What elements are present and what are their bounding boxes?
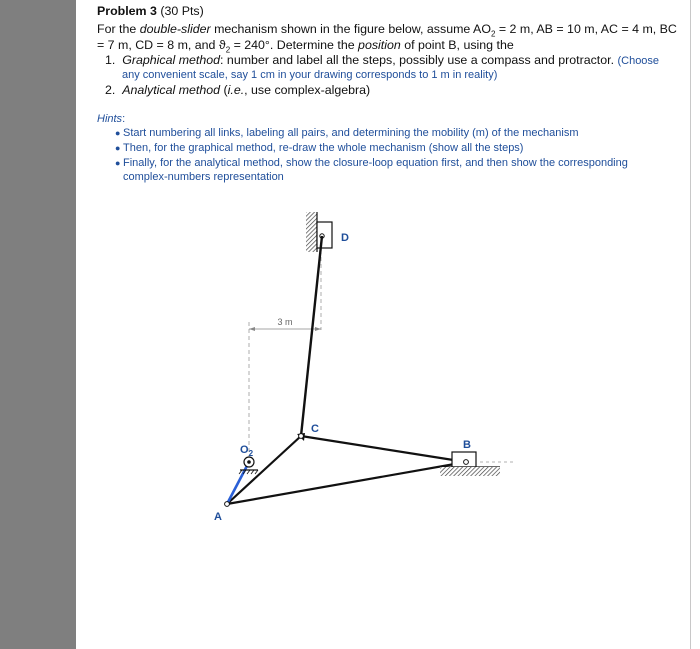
item-number: 1. — [105, 53, 116, 67]
pin-a — [225, 502, 230, 507]
horizontal-guide-ground — [440, 467, 500, 476]
label-o-subscript: 2 — [248, 449, 254, 458]
hint-bullet-3-line-1: Finally, for the analytical method, show the closure-loop equation first, and then show the corresponding — [123, 157, 628, 169]
label-a: A — [214, 511, 222, 523]
label-o-main: O — [240, 444, 249, 456]
label-o — [240, 444, 254, 458]
item-note: (Choose — [617, 55, 660, 67]
link-cb — [301, 436, 466, 462]
statement-italic: position — [358, 38, 401, 52]
subscript: 2 — [490, 29, 496, 39]
vertical-guide-wall — [306, 212, 317, 252]
item-number: 2. — [105, 83, 116, 97]
item-italic: Graphical method — [122, 53, 221, 67]
statement-italic: double-slider — [139, 22, 211, 36]
item-text: , use complex-algebra) — [244, 83, 371, 97]
statement-text: = 2 m, AB = 10 m, AC = 4 m, BC — [495, 22, 677, 36]
bullet-icon: ● — [115, 143, 121, 153]
dimension-arrow-icon — [249, 327, 255, 331]
hint-bullet-2: Then, for the graphical method, re-draw the whole mechanism (show all the steps) — [123, 142, 524, 154]
hints-colon: : — [122, 113, 126, 125]
statement-text: of point B, using the — [400, 38, 514, 52]
statement-text: = 240°. Determine the — [230, 38, 359, 52]
slider-b-block — [452, 452, 476, 467]
dimension-label: 3 m — [277, 317, 293, 327]
bullet-icon: ● — [115, 128, 121, 138]
item-1-note-line-2: any convenient scale, say 1 cm in your drawing corresponds to 1 m in reality) — [122, 69, 498, 81]
label-b: B — [463, 439, 471, 451]
statement-text: = 7 m, CD = 8 m, and — [97, 38, 219, 52]
crank-o2a — [227, 462, 249, 504]
label-c: C — [311, 423, 319, 435]
problem-points: (30 Pts) — [160, 4, 204, 18]
pin-o2 — [247, 460, 251, 464]
item-italic: i.e. — [227, 83, 245, 97]
bullet-icon: ● — [115, 158, 121, 168]
pin-b — [464, 460, 469, 465]
link-ab — [227, 462, 466, 504]
item-text: ( — [220, 83, 228, 97]
hint-bullet-1: Start numbering all links, labeling all pairs, and determining the mobility (m) of the mechanism — [123, 127, 579, 139]
pin-c — [299, 434, 304, 439]
theta-symbol: ϑ — [218, 38, 226, 52]
label-d: D — [341, 232, 349, 244]
hint-bullet-3-line-2: complex-numbers representation — [123, 171, 284, 183]
hints-label-text: Hints — [97, 113, 123, 125]
item-italic: Analytical method — [122, 83, 221, 97]
dimension-arrow-icon — [315, 327, 321, 331]
statement-text: For the — [97, 22, 140, 36]
problem-title-bold: Problem 3 — [97, 4, 157, 18]
statement-text: mechanism shown in the figure below, assume AO — [210, 22, 491, 36]
link-cd — [301, 236, 322, 436]
item-text: : number and label all the steps, possibly use a compass and protractor. — [220, 53, 615, 67]
subscript: 2 — [225, 45, 231, 55]
